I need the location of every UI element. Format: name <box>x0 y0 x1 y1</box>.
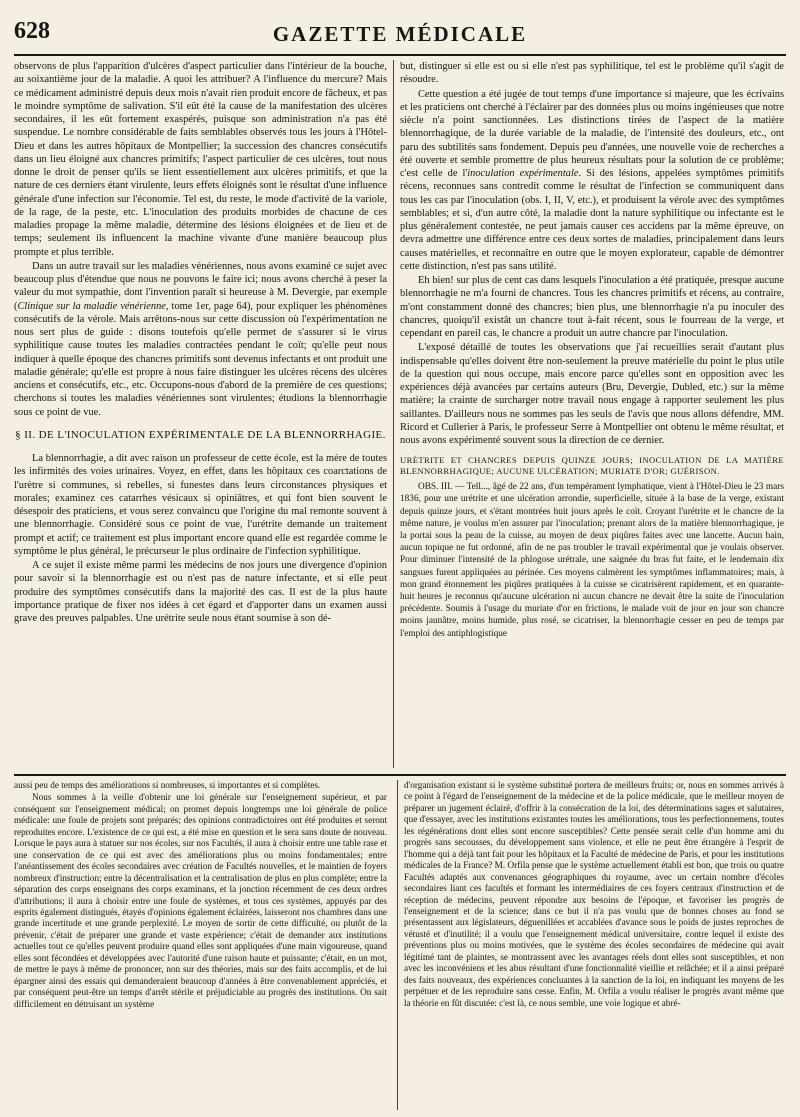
paragraph: observons de plus l'apparition d'ulcères d'aspect particulier dans l'intérieur de la bouche, au soixantième jour de la maladie. A quoi les attribuer? A l'influence du mercure? Mais ce médicament administré depuis deux mois n'avait rien produit encore de fâcheux, et pas le moindre symptôme de salivation. S'il eût été la cause de la manifestation des ulcères secondaires, il les eût fortement exaspérés, puisque son administration n'a pas été suspendue. Le nombre considérable de faits semblables observés tous les jours à l'Hôtel-Dieu et dans les autres hôpitaux de Montpellier; la succession des chancres consécutifs dans un lieu éloigné aux chancres primitifs; l'aspect particulier de ces ulcères, tout nous donne le droit de penser qu'ils se lient essentiellement aux ulcères primitifs, et que la nature de ces derniers étant virulente, leurs effets éloignés sont le résultat d'une influence générale d'une infection sur l'économie. Tel est, du reste, le mode d'activité de la variole, de la rage, de la peste, etc. L'inoculation des produits morbides de chacune de ces maladies propage la même maladie, détermine des lésions éloignées et de lieu et de temps; seulement ils influencent la machine vivante d'une manière beaucoup plus prompte et plus terrible. <box>14 61 387 258</box>
column-divider <box>393 60 394 768</box>
paragraph <box>14 260 387 419</box>
page-divider <box>14 774 786 776</box>
page-header <box>14 8 786 48</box>
bottom-right-column <box>404 780 784 1110</box>
section-heading: § II. DE L'INOCULATION EXPÉRIMENTALE DE LA BLENNORRHAGIE. <box>15 428 386 441</box>
paragraph: aussi peu de temps des améliorations si nombreuses, si importantes et si complètes. <box>14 780 321 790</box>
paragraph: La blennorrhagie, a dit avec raison un professeur de cette école, est la mère de toutes les infirmités des voies urinaires. Voyez, en effet, dans les hôpitaux ces coarctations de l'urètre si communes, si rebelles, si funestes dans leurs circonstances physiques et morales; examinez ces catarrhes vésicaux si opiniâtres, et qui font bien souvent le désespoir des praticiens, et vous serez convaincu que l'origine du mal remonte souvent à une blennorrhagie. Considéré sous ce point de vue, l'urétrite demande un traitement prompt et actif; ce traitement est plus important encore quand elle est regardée comme le symptôme le plus général, le précurseur le plus ordinaire de l'infection syphilitique. <box>14 453 387 557</box>
paragraph: A ce sujet il existe même parmi les médecins de nos jours une divergence d'opinion pour savoir si la blennorrhagie est ou n'est pas de nature infectante, et si elle peut produire des symptômes consécutifs dans la majorité des cas. Il est de la plus haute importance pratique de fixer nos idées à cet égard et d'apporter dans un examen aussi grave des preuves palpables. Une urétrite seule nous étant soumise à son dé- <box>14 560 387 624</box>
page-number: 628 <box>14 18 50 44</box>
header-rule <box>14 54 786 56</box>
paragraph <box>400 88 784 274</box>
observation-heading: URÉTRITE ET CHANCRES DEPUIS QUINZE JOURS; INOCULATION DE LA MATIÈRE BLENNORRHAGIQUE; AUCUNE ULCÉRATION; MURIATE D'OR; GUÉRISON. <box>400 455 784 477</box>
observation-text: OBS. III. — Tell..., âgé de 22 ans, d'un tempérament lymphatique, vient à l'Hôtel-Dieu le 23 mars 1836, pour une urétrite et une ulcération arrondie, superficielle, située à la base de la verge, existant depuis quinze jours, et s'étant montrées huit jours après le coït. Croyant l'urétrite et le chancre de la même nature, je voulus m'en assurer par l'inoculation; prenant alors de la matière blennorrhagique, je la portai sous la peau de la cuisse, au moyen de deux piqûres faites avec une lancette. Aucun bain, aucun topique ne fut ordonné, afin de ne pas troubler le travail expérimental que je voulais observer. Pour diminuer l'intensité de la phlogose urétrale, une saignée du bras fut faite, et le lendemain dix sangsues furent appliquées au périnée. Ces moyens calmèrent les symptômes inflammatoires; mais, à mon grand étonnement les piqûres pratiquées à la cuisse se cicatrisèrent rapidement, et en quarante-huit heures je reconnus qu'aucune ulcération ni aucun chancre ne devait être la suite de l'inoculation précédente. Soumis à l'usage du muriate d'or en frictions, le malade voit de jour en jour son chancre moins jaunâtre, moins humide, plus rosé, se cicatriser, la blennorrhagie cesser en peu de temps par l'emploi des antiphlogistique <box>400 482 784 639</box>
paragraph: d'organisation existant si le système substitué portera de meilleurs fruits; or, nous en sommes arrivés à ce point à l'égard de l'enseignement de la médecine et de la police médicale, que le meilleur moyen de préparer un jugement éclairé, d'offrir à la consécration de la loi, des déterminations sages et salutaires, que d'essayer, avec les institutions existantes toutes les améliorations, tous les perfectionnemens, toutes les régénérations dont elles sont encore susceptibles? Cette pensée serait celle d'un homme ami du progrès sans secousses, du développement sans violence, et elle ne peut être étrangère à l'esprit de l'homme qui a déjà tant fait pour les hôpitaux et la Faculté de médecine de Paris, et pour les institutions médicales de la France? M. Orfila pense que le système actuellement établi est bon, que trois ou quatre Facultés adaptés aux convenances géographiques du royaume, avec un certain nombre d'écoles secondaires liant ces facultés et formant les intermédiaires de ces foyers centraux d'instruction et de réception de médecins, peuvent répondre aux besoins de l'époque, et favoriser les progrès de l'enseignement et de la science; dans ce but il n'a pas voulu que de bonnes choses au fond se présentassent aux législateurs, déguenillées et accablées d'avance sous le poids de justes reproches de vétusté et d'inutilité; il a voulu que l'enseignement médical universitaire, contre lequel il existe des préventions plus ou moins motivées, que le système des écoles secondaires de médecine qui avait légitimé tant de plaintes, se montrassent avec les avantages réels dont elles sont susceptibles, et non avec les inconvéniens et les abus résultant d'une fonctionnalité vieillie et relâchée; et il a ainsi préparé des faits nouveaux, des expériences concluantes à la sanction de la loi, en indiquant les moyens de les perpétuer et de les reproduire sans cesse. Enfin, M. Orfila a voulu réaliser le progrès avant même que la théorie en fût discutée: c'est là, ce nous semble, une voie logique et abré- <box>404 780 784 1008</box>
book-title: Clinique sur la maladie vénérienne <box>17 300 166 312</box>
journal-title: GAZETTE MÉDICALE <box>272 22 528 46</box>
paragraph: but, distinguer si elle est ou si elle n'est pas syphilitique, tel est le problème qu'il s'agit de résoudre. <box>400 61 784 86</box>
paragraph: Eh bien! sur plus de cent cas dans lesquels l'inoculation a été pratiquée, presque aucune blennorrhagie ne m'a fourni de chancres. Tous les chancres primitifs et récens, au contraire, m'ont constamment donné des chancres; bien plus, une blennorrhagie n'a pu inoculer des chancres, quoiqu'il existât un chancre tout à-fait récent, sous le fourreau de la verge, et cependant en pareil cas, le chancre a produit un autre chancre par l'inoculation. <box>400 275 784 339</box>
left-column <box>14 60 387 770</box>
text-run: Cette question a été jugée de tout temps d'une importance si majeure, que les écrivains et les praticiens ont cherché à l'éclairer par des données plus ou moins ingénieuses que notre siècle n'a point sanctionnées. Les distinctions tirées de l'aspect de la matière blennorrhagique, de la durée variable de la maladie, de l'intensité des douleurs, etc., ont paru des subtilités sans fondement. Depuis peu d'années, une nouvelle voie de recherches a été ouverte et semble promettre de plus heureux résultats pour la solution de ce problème; c'est celle de l' <box>400 88 784 179</box>
bottom-left-column <box>14 780 387 1110</box>
italic-term: inoculation expérimentale <box>467 168 579 179</box>
right-column <box>400 60 784 770</box>
text-run: , tome 1er, page 64), pour expliquer les phénomènes consécutifs de la vérole. Mais arrêtons-nous sur cette discussion où l'expérimentation ne nous sert plus de guide : disons toutefois qu'elle permet de s'assurer si le virus syphilitique cause toutes les maladies contractées pendant le coït; qu'elle peut nous indiquer à quelle époque des chancres primitifs sont devenus infectants et ont produit une maladie générale; qu'elle est propre à nous faire distinguer les ulcères récens des ulcères anciens et consécutifs, etc., etc. Occupons-nous d'abord de la première de ces questions; cherchons si toutes les maladies vénériennes sont virulentes; étudions la blennorrhagie sous ce point de vue. <box>14 300 387 418</box>
paragraph: L'exposé détaillé de toutes les observations que j'ai recueillies serait d'autant plus indispensable qu'elles doivent être non-seulement la preuve matérielle du point le plus utile de la question qui nous occupe, mais encore parce qu'elles sont en opposition avec les expériences déjà avancées par certains auteurs (Bru, Devergie, Dubled, etc.) sur la même matière; la crainte de surcharger notre travail nous engage à rapporter seulement les plus saillantes. D'ailleurs nous ne sommes pas les seuls de l'avis que nous allons défendre, MM. Ricord et Cullerier à Paris, le professeur Serre à Montpellier ont obtenu le même résultat, et nous avons expérimenté souvent sous la direction de ce dernier. <box>400 342 784 446</box>
text-run: Dans un autre travail sur les maladies vénériennes, nous avons examiné ce sujet avec beaucoup plus d'étendue que nous ne pouvons le faire ici; nous avons cherché à peser la valeur du mot sympathie, dont l'invention paraît si heureuse à M. Devergie, par exemple ( <box>14 260 387 312</box>
bottom-column-divider <box>397 780 398 1110</box>
text-run: . Si des lésions, appelées symptômes primitifs récens, reconnues sans contredit comme le résultat de l'infection se communiquent dans tous les cas par l'inoculation (obs. I, II, V, etc.), et produisent la vérole avec des symptômes semblables; et si, d'un autre côté, la maladie dont la nature syphilitique ou infectante est le plus généralement contestée, ne peut jamais causer ces accidens par la même épreuve, on devra admettre une différence entre ces deux sortes de maladies, principalement dans leurs causes matérielles, et reconnaître en outre que le moyen explorateur, capable de démontrer cette distinction, n'est pas sans utilité. <box>400 168 784 272</box>
paragraph: Nous sommes à la veille d'obtenir une loi générale sur l'enseignement supérieur, et par conséquent sur l'enseignement médical; on promet depuis longtemps une loi générale de police médicale: une foule de projets sont préparés; des opinions contradictoires ont été produites et seront reproduites encore. L'existence de ce qui est, a été mise en question et le sera sans doute de nouveau. Lorsque le pays aura à statuer sur nos écoles, sur nos Facultés, il aura à choisir entre une table rase et une conservation de ce qui est avec des améliorations plus ou moins fondamentales; entre l'anéantissement des écoles secondaires avec création de Facultés nouvelles, et le maintien de foyers nombreux d'instruction; entre la décentralisation et la centralisation de plus en plus complète; entre la séparation des corps enseignans des corps examinans, et la jonction récemment de ces deux ordres d'attributions; il aura à choisir entre une foule de systèmes, et tous ces systèmes, appuyés par des esprits également distingués, étayés d'opinions également éclairées, laisseront nos chambres dans une grande incertitude et une grande perplexité. Le moyen de sortir de cette difficulté, ou plutôt de la prévenir, c'était de préparer une grande et vaste expérience; c'était de demander aux institutions actuelles tout ce qu'elles peuvent produire quand elles sont appliquées d'une main vigoureuse, quand elles sont fécondées et développées avec l'autorité d'une raison haute et puissante; c'était, en un mot, de mettre le pays à même de prononcer, non sur des théories, mais sur des faits accomplis, et de lui épargner ainsi des essais qui demanderaient beaucoup d'années à être convenablement appréciés, et par conséquent peut-être un temps d'arrêt stérile et préjudiciable au progrès des institutions. On sait difficilement en détruisant un système <box>14 792 387 1009</box>
